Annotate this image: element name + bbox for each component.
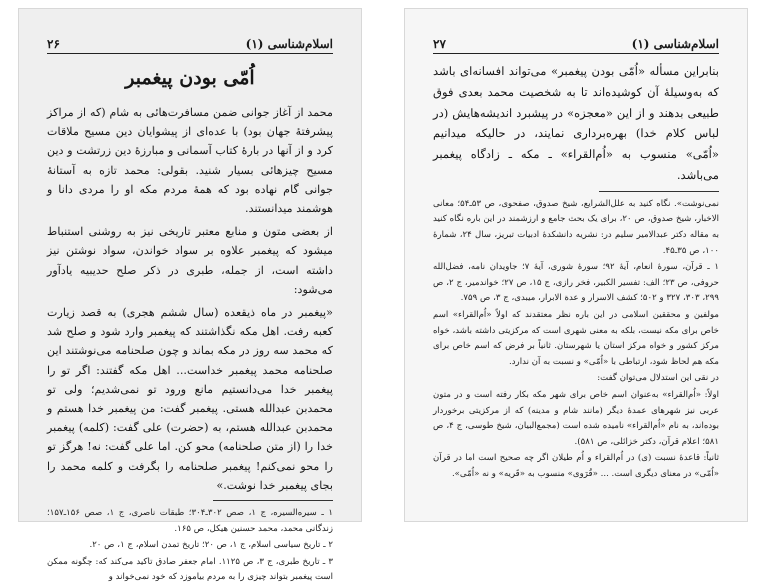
body-paragraph: «پیغمبر در ماه ذیقعده (سال ششم هجری) به قصد زیارت کعبه رفت. اهل مکه نگذاشتند که پیغمبر وارد شود و صلح شد که محمد سه روز در مکه بماند و چون صلحنامه می‌نوشتند این صلحنامه محمد پیغمبر خداست... اهل مکه گفتند: اگر تو را پیغمبر خدا می‌دانستیم مانع ورود تو نمی‌شدیم؛ ولی تو محمدبن عبدالله هستی. پیغمبر گفت: من پیغمبر خدا هستم و محمدبن عبدالله هستم، به (حضرت) علی گفت: (کلمه) پیغمبر خدا را (از متن صلحنامه) محو کن. اما علی گفت: نه! هرگز تو را محو نمی‌کنم! پیغمبر صلحنامه را بگرفت و کلمه محمد را بجای پیغمبر خدا نوشت.» — [47, 306, 333, 492]
footnote: ثانیاً: قاعدهٔ نسبت (ی) در اُم‌القراء و اُم طیلان اگر چه صحیح است اما در قرآن «اُمّی» در معنای دیگری است. ... «قُرَوی» منسوب به «قَریه» و نه «اُمّی». — [433, 453, 719, 479]
footnotes — [433, 197, 719, 483]
body-paragraph: از بعضی متون و منابع معتبر تاریخی نیز به روشنی استنباط میشود که پیغمبر علاوه بر سواد خواندن، سواد نوشتن نیز داشته است، از جمله، طبری در ذکر صلح حدیبیه یادآور می‌شود: — [47, 225, 333, 296]
page-content — [47, 61, 334, 583]
running-head — [47, 37, 333, 54]
footnote: مولفین و محققین اسلامی در این باره نظر معتقدند که اولاً «اُم‌القراء» اسم خاص برای مکه نیست، بلکه به معنی شهری است که مرکزیتی داشته باشد، خواه مرکز کشور و خواه مرکز استان یا شهرستان. ثانیاً بر فرض که اسم خاص برای مکه هم لحاظ شود، ارتباطی با «اُمّی» و نسبت به آن ندارد. — [433, 309, 719, 367]
footnote: ۱ ـ سیره‌السیره، ج ۱، صص ۳۰۲ـ۳۰۴؛ طبقات ناصری، ج ۱، صص ۱۵۶ـ۱۵۷؛ زندگانی محمد، محمد حسنین هیکل، ص ۱۶۵. — [47, 508, 333, 534]
chapter-title: اُمّی بودن پیغمبر — [125, 67, 255, 89]
footnotes — [47, 506, 333, 586]
footnote-divider — [599, 191, 719, 192]
footnote-divider — [213, 500, 333, 501]
footnote: ۳ ـ تاریخ طبری، ج ۳، ص ۱۱۲۵. امام جعفر صادق تاکید می‌کند که: چگونه ممکن است پیغمبر بتواند چیزی را به مردم بیاموزد که خود نمی‌خواند و — [47, 556, 334, 583]
page-content — [433, 61, 719, 507]
page-number: ۲۷ — [433, 37, 446, 51]
footnote: اولاً: «اُم‌القراء» به‌عنوان اسم خاص برای شهر مکه بکار رفته است و در متون عربی نیز شهرهای عمدهٔ دیگر (مانند شام و مدینه) که از مرکزیتی برخوردار بوده‌اند، به نام «اُم‌القراء» نامیده شده است (مجمع‌البیان، شیخ طوسی، ج ۴، ص ۵۸۱؛ اعلام قرآن، دکتر خزائلی، ص ۵۸۱). — [433, 389, 719, 447]
running-head — [433, 37, 719, 54]
footnote: ۱ ـ قرآن، سورهٔ انعام، آیهٔ ۹۲؛ سورهٔ شوری، آیهٔ ۷؛ جاویدان نامه، فضل‌الله حروفی، ص ۲۳؛ الف: تفسیر الکبیر، فخر رازی، ج ۱۵، ص ۲۷؛ خواندمیر، ج ۲، ص ۲۹۹، ۳۰۳، ۳۲۷ و ۵۰۲؛ کشف الاسرار و عدة الابرار، میبدی، ج ۳، ص ۷۵۹. — [433, 262, 719, 304]
header-title: اسلام‌شناسی (۱) — [631, 37, 719, 51]
body-paragraph: محمد از آغاز جوانی ضمن مسافرت‌هائی به شام (که از مراکز پیشرفتهٔ جهان بود) با عده‌ای از پیشوایان دین مسیح ملاقات کرد و از آنها در بارهٔ کتاب آسمانی و مبارزهٔ دین زرتشت و دین مسیح چیزهائی بسیار شنید. بقولی: محمد تازه به آستانهٔ جوانی گام نهاده بود که همهٔ مردم مکه او را مردی دانا و هوشمند میدانستند. — [47, 106, 333, 216]
footnote: ۲ ـ تاریخ سیاسی اسلام، ج ۱، ص ۲۰؛ تاریخ تمدن اسلام، ج ۱، ص ۲۰. — [89, 540, 333, 551]
page-number: ۲۶ — [47, 37, 60, 51]
footnote: در نقی این استدلال می‌توان گفت: — [597, 373, 719, 384]
footnote: نمی‌نوشت». نگاه کنید به علل‌الشرایع، شیخ صدوق، صفحوی، ص ۵۳ـ۵۴؛ معانی الاخبار، شیخ صدوق، ص ۲۰، برای یک بحث جامع و ارزشمند در این باره نگاه کنید به مقاله دکتر عبدالامیر سلیم در: نشریه دانشکدهٔ ادبیات تبریز، سال ۲۴، شمارهٔ ۱۰۰، ص ۳۵ـ۴۵. — [433, 198, 719, 256]
page-26 — [18, 8, 362, 583]
body-paragraph: بنابراین مسأله «اُمّی بودن پیغمبر» می‌تواند افسانه‌ای باشد که به‌وسیلهٔ آن کوشیده‌اند تا به شخصیت محمد بعدی فوق طبیعی بدهند و از این «معجزه» در پیشبرد اندیشه‌هایش (در لباس کلام خدا) بهره‌برداری نمایند، در حالیکه میدانیم «اُمّی» منسوب به «اُم‌القراء» ـ مکه ـ زادگاه پیغمبر می‌باشد. — [433, 64, 719, 182]
header-title: اسلام‌شناسی (۱) — [245, 37, 333, 51]
page-27 — [404, 8, 748, 522]
